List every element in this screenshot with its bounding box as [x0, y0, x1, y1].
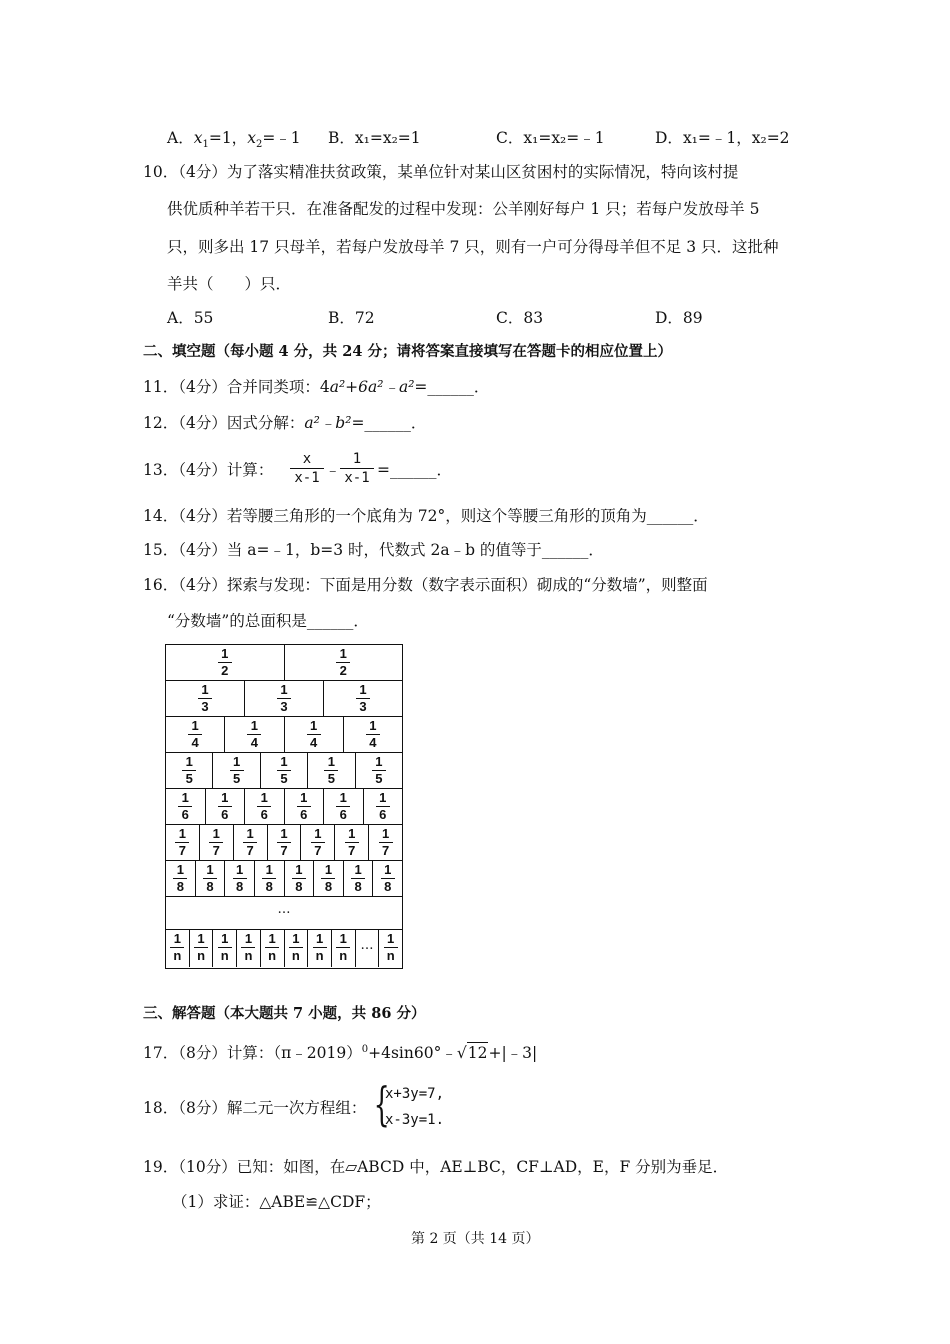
fraction-brick: [285, 930, 309, 967]
fraction-wall: [165, 644, 403, 969]
fraction-denominator: 2: [221, 663, 229, 678]
fraction-brick: [324, 681, 402, 716]
fraction-denominator: 3: [280, 699, 288, 714]
fraction-brick-label: [292, 863, 306, 894]
ellipsis-text: …: [277, 902, 291, 917]
fraction-denominator: 8: [295, 879, 303, 894]
fraction-numerator: 1: [354, 862, 362, 877]
fraction-brick-label: [198, 683, 212, 714]
fraction-denominator: 5: [232, 771, 241, 786]
fraction-brick: [166, 861, 196, 896]
fraction-numerator: 1: [339, 790, 347, 805]
fraction-brick: [166, 681, 245, 716]
fraction-numerator: 1: [384, 862, 392, 877]
fraction-brick-label: [297, 791, 311, 822]
fraction-numerator: 1: [260, 790, 268, 805]
q10-line-1: 10．（4分）为了落实精准扶贫政策，某单位针对某山区贫困村的实际情况，特向该村提: [143, 163, 739, 181]
fraction-numerator: 1: [280, 682, 288, 697]
fraction-denominator: 5: [185, 771, 193, 786]
fraction-numerator: 1: [206, 862, 214, 877]
fraction-brick: [245, 681, 324, 716]
fraction-numerator: 1: [339, 646, 347, 661]
fraction-numerator: 1: [181, 790, 189, 805]
equation-system: [385, 1081, 444, 1133]
fraction-brick-label: [324, 755, 338, 786]
fraction-brick-label: [178, 791, 192, 822]
fraction-denominator: 8: [384, 879, 392, 894]
fraction-brick: [166, 930, 190, 967]
q10-option-b: B．72: [328, 309, 375, 327]
fraction-brick-label: [175, 827, 189, 858]
fraction-brick: [285, 717, 344, 752]
fraction-denominator: n: [173, 948, 182, 963]
fraction-denominator: n: [268, 948, 277, 963]
fraction-brick-label: [311, 827, 325, 858]
fraction-numerator: 1: [314, 826, 322, 841]
fraction-brick: [285, 789, 325, 824]
fraction-numerator: 1: [292, 931, 300, 946]
fraction-brick-label: [247, 719, 261, 750]
fraction-numerator: 1: [265, 862, 273, 877]
fraction-numerator: 1: [327, 754, 336, 769]
fraction-numerator: 1: [173, 931, 181, 946]
fraction-brick-label: [218, 932, 232, 963]
fraction-denominator: 8: [176, 879, 184, 894]
q14: 14．（4分）若等腰三角形的一个底角为 72°，则这个等腰三角形的顶角为______．: [143, 507, 709, 525]
fraction-denominator: 5: [327, 771, 336, 786]
q11: 11．（4分）合并同类项：4a²+6a²﹣a²=______．: [143, 378, 490, 396]
fraction-brick-label: [376, 791, 390, 822]
page-footer: 第 2 页（共 14 页）: [411, 1231, 540, 1247]
fraction-brick: [261, 930, 285, 967]
fraction-denominator: 6: [260, 807, 268, 822]
q9-option-c: C．x₁=x₂=﹣1: [496, 129, 605, 147]
fraction-brick-label: [356, 683, 370, 714]
fraction-numerator: 1: [379, 790, 387, 805]
fraction-brick-label: [336, 791, 350, 822]
fraction-brick: [261, 753, 308, 788]
fraction-brick-label: [384, 932, 398, 963]
fraction-numerator: 1: [369, 718, 377, 733]
fraction-numerator: 1: [315, 931, 324, 946]
fraction-numerator: 1: [375, 754, 383, 769]
fraction-denominator: 6: [221, 807, 229, 822]
fraction-denominator: 7: [314, 843, 322, 858]
fraction-brick: [190, 930, 214, 967]
section-3-heading: 三、解答题（本大题共 7 小题，共 86 分）: [143, 1005, 426, 1022]
q13-suffix: =______．: [377, 461, 452, 479]
fraction-brick: [332, 930, 356, 967]
fraction-brick: [255, 861, 285, 896]
fraction-denominator: 6: [339, 807, 347, 822]
fraction-numerator: 1: [381, 826, 390, 841]
fraction-denominator: 3: [201, 699, 209, 714]
q13-prefix: 13．（4分）计算：: [143, 461, 274, 479]
fraction-brick-label: [203, 863, 217, 894]
fraction-brick: [234, 825, 268, 860]
fraction-brick: [237, 930, 261, 967]
fraction-denominator: n: [386, 948, 395, 963]
fraction-numerator: 1: [324, 862, 333, 877]
fraction-brick: [166, 753, 213, 788]
fraction-brick-label: [307, 719, 321, 750]
fraction-brick: [308, 753, 355, 788]
fraction-brick-label: [379, 827, 393, 858]
fraction-brick-label: [230, 755, 244, 786]
q9-option-d: D．x₁=﹣1，x₂=2: [655, 129, 790, 147]
fraction-brick: [213, 753, 260, 788]
fraction-wall-last-row: [166, 930, 402, 967]
fraction-brick-label: [351, 863, 365, 894]
fraction-denominator: 4: [191, 735, 199, 750]
fraction-brick-label: [265, 932, 279, 963]
fraction-brick-label: [345, 827, 359, 858]
fraction-brick: [344, 717, 402, 752]
fraction-brick-label: [233, 863, 247, 894]
q12: 12．（4分）因式分解：a²﹣b²=______．: [143, 414, 427, 432]
fraction-denominator: n: [244, 948, 253, 963]
fraction-denominator: 3: [359, 699, 367, 714]
fraction-brick: [225, 861, 255, 896]
fraction-denominator: 4: [310, 735, 318, 750]
fraction-numerator: 1: [250, 718, 258, 733]
fraction-brick-label: [289, 932, 303, 963]
fraction-numerator: 1: [176, 862, 184, 877]
fraction-numerator: 1: [212, 826, 220, 841]
fraction-brick-label: [372, 755, 386, 786]
fraction-numerator: 1: [178, 826, 187, 841]
fraction-brick-label: [366, 719, 380, 750]
fraction-brick-label: [321, 863, 335, 894]
fraction-brick-label: [173, 863, 187, 894]
fraction-brick: [356, 753, 402, 788]
q9-option-b: B．x₁=x₂=1: [328, 129, 421, 147]
fraction-denominator: 7: [178, 843, 187, 858]
fraction-numerator: 1: [359, 682, 367, 697]
fraction-brick: [285, 861, 315, 896]
fraction-denominator: 5: [375, 771, 383, 786]
fraction-brick-label: [262, 863, 276, 894]
fraction-denominator: 8: [206, 879, 214, 894]
q10-option-d: D．89: [655, 309, 703, 327]
fraction-brick-label: [313, 932, 327, 963]
q10-option-c: C．83: [496, 309, 544, 327]
fraction-brick: [268, 825, 302, 860]
fraction-brick-label: [182, 755, 196, 786]
fraction-numerator: 1: [387, 931, 395, 946]
q10-line-2: 供优质种羊若干只．在准备配发的过程中发现：公羊刚好每户 1 只；若每户发放母羊 5: [167, 200, 760, 218]
fraction-numerator: 1: [348, 826, 356, 841]
fraction-brick-label: [170, 932, 184, 963]
fraction-brick: [206, 789, 246, 824]
q9-option-a: A．$x_1=1$，$x_2=﹣1$: [167, 129, 301, 151]
fraction-brick: [166, 825, 200, 860]
fraction-denominator: 8: [235, 879, 244, 894]
fraction-numerator: 1: [221, 931, 229, 946]
fraction-brick-label: [336, 932, 350, 963]
fraction-brick: [225, 717, 284, 752]
q15: 15．（4分）当 a=﹣1，b=3 时，代数式 2a﹣b 的值等于______．: [143, 541, 604, 559]
fraction-numerator: 1: [201, 682, 209, 697]
fraction-brick: [373, 861, 402, 896]
fraction-numerator: 1: [221, 646, 229, 661]
fraction-denominator: 7: [212, 843, 220, 858]
fraction-numerator: 1: [232, 754, 241, 769]
q13-fraction-2-numerator: 1: [352, 451, 362, 467]
q16-line-2: “分数墙”的总面积是______．: [167, 612, 369, 630]
fraction-numerator: 1: [280, 754, 288, 769]
fraction-denominator: 8: [324, 879, 333, 894]
q19-line-1: 19．（10分）已知：如图，在▱ABCD 中，AE⊥BC，CF⊥AD，E，F 分别为垂足．: [143, 1158, 729, 1176]
q13-minus: ﹣: [325, 461, 341, 479]
fraction-numerator: 1: [244, 931, 253, 946]
fraction-wall-row: [166, 681, 402, 717]
fraction-brick: [245, 789, 285, 824]
q13-fraction-1-denominator: x-1: [294, 470, 320, 486]
fraction-denominator: n: [220, 948, 229, 963]
fraction-brick-label: [277, 827, 291, 858]
system-brace: {: [373, 1077, 390, 1131]
fraction-numerator: 1: [235, 862, 244, 877]
fraction-brick: [200, 825, 234, 860]
fraction-wall-ellipsis-row: [166, 897, 402, 930]
fraction-wall-row: [166, 645, 402, 681]
fraction-denominator: 7: [280, 843, 288, 858]
fraction-denominator: 5: [280, 771, 288, 786]
q13-fraction-1-numerator: x: [302, 451, 312, 467]
fraction-brick: [308, 930, 332, 967]
fraction-brick: [301, 825, 335, 860]
fraction-denominator: 2: [339, 663, 347, 678]
fraction-brick-label: [209, 827, 223, 858]
section-2-heading: 二、填空题（每小题 4 分，共 24 分；请将答案直接填写在答题卡的相应位置上）: [143, 343, 672, 360]
fraction-wall-row: [166, 753, 402, 789]
fraction-numerator: 1: [268, 931, 276, 946]
fraction-wall-row: [166, 717, 402, 753]
ellipsis-brick: [356, 930, 380, 967]
fraction-denominator: 8: [354, 879, 362, 894]
fraction-brick-label: [277, 683, 291, 714]
fraction-brick: [196, 861, 226, 896]
fraction-denominator: n: [339, 948, 348, 963]
fraction-numerator: 1: [339, 931, 347, 946]
fraction-numerator: 1: [197, 931, 205, 946]
fraction-brick-label: [241, 932, 255, 963]
fraction-brick-label: [336, 647, 350, 678]
fraction-denominator: 7: [246, 843, 254, 858]
fraction-brick: [166, 645, 285, 680]
fraction-denominator: n: [315, 948, 324, 963]
fraction-numerator: 1: [185, 754, 193, 769]
fraction-brick-label: [194, 932, 208, 963]
fraction-brick: [379, 930, 402, 967]
fraction-numerator: 1: [246, 826, 254, 841]
fraction-brick: [344, 861, 374, 896]
fraction-wall-row: [166, 825, 402, 861]
equation-2: x-3y=1.: [385, 1112, 445, 1128]
q16-line-1: 16．（4分）探索与发现：下面是用分数（数字表示面积）砌成的“分数墙”，则整面: [143, 576, 708, 594]
fraction-brick: [285, 645, 403, 680]
fraction-brick-label: [277, 755, 291, 786]
fraction-brick-label: [381, 863, 395, 894]
fraction-numerator: 1: [280, 826, 288, 841]
q10-line-3: 只，则多出 17 只母羊，若每户发放母羊 7 只，则有一户可分得母羊但不足 3 只．这批种: [167, 238, 779, 256]
fraction-brick: [369, 825, 402, 860]
fraction-wall-row: [166, 789, 402, 825]
fraction-denominator: 4: [369, 735, 377, 750]
q18-prefix: 18．（8分）解二元一次方程组：: [143, 1099, 367, 1117]
fraction-denominator: n: [291, 948, 300, 963]
q13-fraction-1: [290, 450, 324, 487]
fraction-brick-label: [218, 647, 232, 678]
q10-line-4: 羊共（ ）只．: [167, 275, 292, 293]
fraction-numerator: 1: [221, 790, 229, 805]
fraction-brick-label: [188, 719, 202, 750]
fraction-denominator: 8: [265, 879, 273, 894]
fraction-brick: [335, 825, 369, 860]
fraction-brick: [213, 930, 237, 967]
equation-1: x+3y=7,: [385, 1086, 445, 1102]
q10-option-a: A．55: [167, 309, 214, 327]
fraction-brick: [166, 717, 225, 752]
q19-line-2: （1）求证：△ABE≌△CDF；: [172, 1193, 381, 1211]
fraction-denominator: 7: [381, 843, 390, 858]
fraction-brick-label: [218, 791, 232, 822]
fraction-brick: [314, 861, 344, 896]
q17: 17．（8分）计算：（π﹣2019）$^0$+4sin60°﹣√12+|﹣3|: [143, 1044, 538, 1063]
fraction-numerator: 1: [300, 790, 308, 805]
fraction-numerator: 1: [310, 718, 318, 733]
fraction-brick: [364, 789, 403, 824]
fraction-denominator: 7: [348, 843, 356, 858]
fraction-denominator: 4: [250, 735, 258, 750]
ellipsis-text: …: [360, 938, 374, 953]
fraction-denominator: 6: [300, 807, 308, 822]
fraction-numerator: 1: [295, 862, 303, 877]
fraction-numerator: 1: [191, 718, 199, 733]
fraction-denominator: n: [197, 948, 206, 963]
fraction-brick-label: [257, 791, 271, 822]
fraction-brick: [166, 789, 206, 824]
fraction-brick: [324, 789, 364, 824]
fraction-wall-row: [166, 861, 402, 897]
q13-fraction-2: [340, 450, 374, 487]
fraction-denominator: 6: [379, 807, 387, 822]
fraction-brick-label: [243, 827, 257, 858]
q13-fraction-2-denominator: x-1: [344, 470, 370, 486]
fraction-denominator: 6: [181, 807, 189, 822]
